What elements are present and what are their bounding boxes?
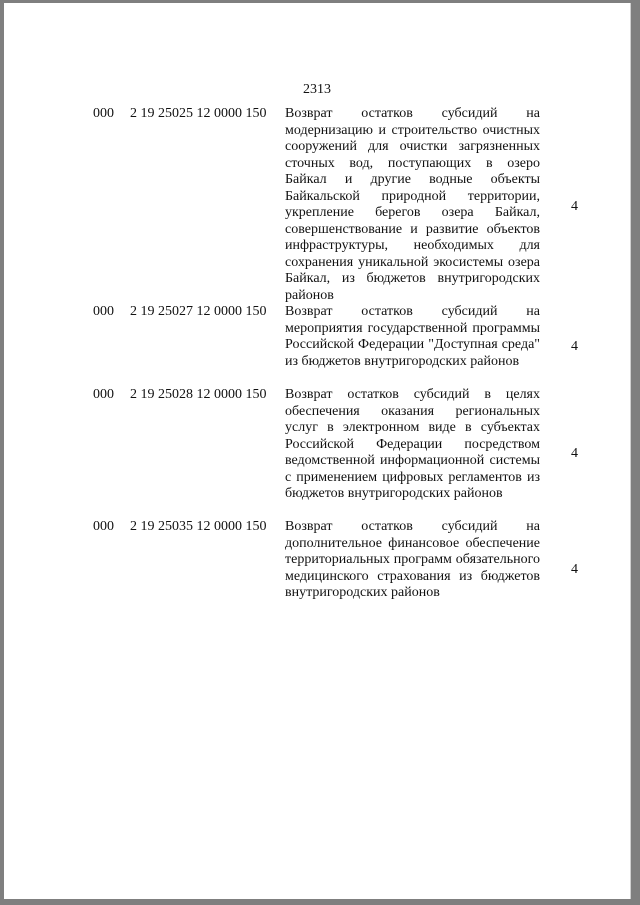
income-name: Возврат остатков субсидий в целях обеспечения оказания региональных услуг в электронном виде в субъектах Российской Федерации посредством ведомственной информационной системы с применением цифровых регламентов из бюджетов внутригородских районов <box>285 387 540 501</box>
admin-code: 000 <box>93 519 114 534</box>
income-code: 2 19 25028 12 0000 150 <box>130 387 267 402</box>
income-name: Возврат остатков субсидий на модернизацию и строительство очистных сооружений для очистки загрязненных сточных вод, поступающих в озеро Байкал и другие водные объекты Байкальской природной территории, укрепление берегов озера Байкал, совершенствование и развитие объектов инфраструктуры, необходимых для сохранения уникальной экосистемы озера Байкал, из бюджетов внутригородских районов <box>285 106 540 303</box>
income-name: Возврат остатков субсидий на мероприятия государственной программы Российской Федерации "Доступная среда" из бюджетов внутригородских районов <box>285 304 540 369</box>
amount: 4 <box>571 562 578 577</box>
income-code: 2 19 25025 12 0000 150 <box>130 106 267 121</box>
income-code: 2 19 25035 12 0000 150 <box>130 519 267 534</box>
page-number: 2313 <box>303 82 331 97</box>
income-name: Возврат остатков субсидий на дополнительное финансовое обеспечение территориальных программ обязательного медицинского страхования из бюджетов внутригородских районов <box>285 519 540 600</box>
admin-code: 000 <box>93 304 114 319</box>
admin-code: 000 <box>93 387 114 402</box>
income-code: 2 19 25027 12 0000 150 <box>130 304 267 319</box>
document-page <box>4 3 631 899</box>
amount: 4 <box>571 199 578 214</box>
amount: 4 <box>571 339 578 354</box>
admin-code: 000 <box>93 106 114 121</box>
amount: 4 <box>571 446 578 461</box>
